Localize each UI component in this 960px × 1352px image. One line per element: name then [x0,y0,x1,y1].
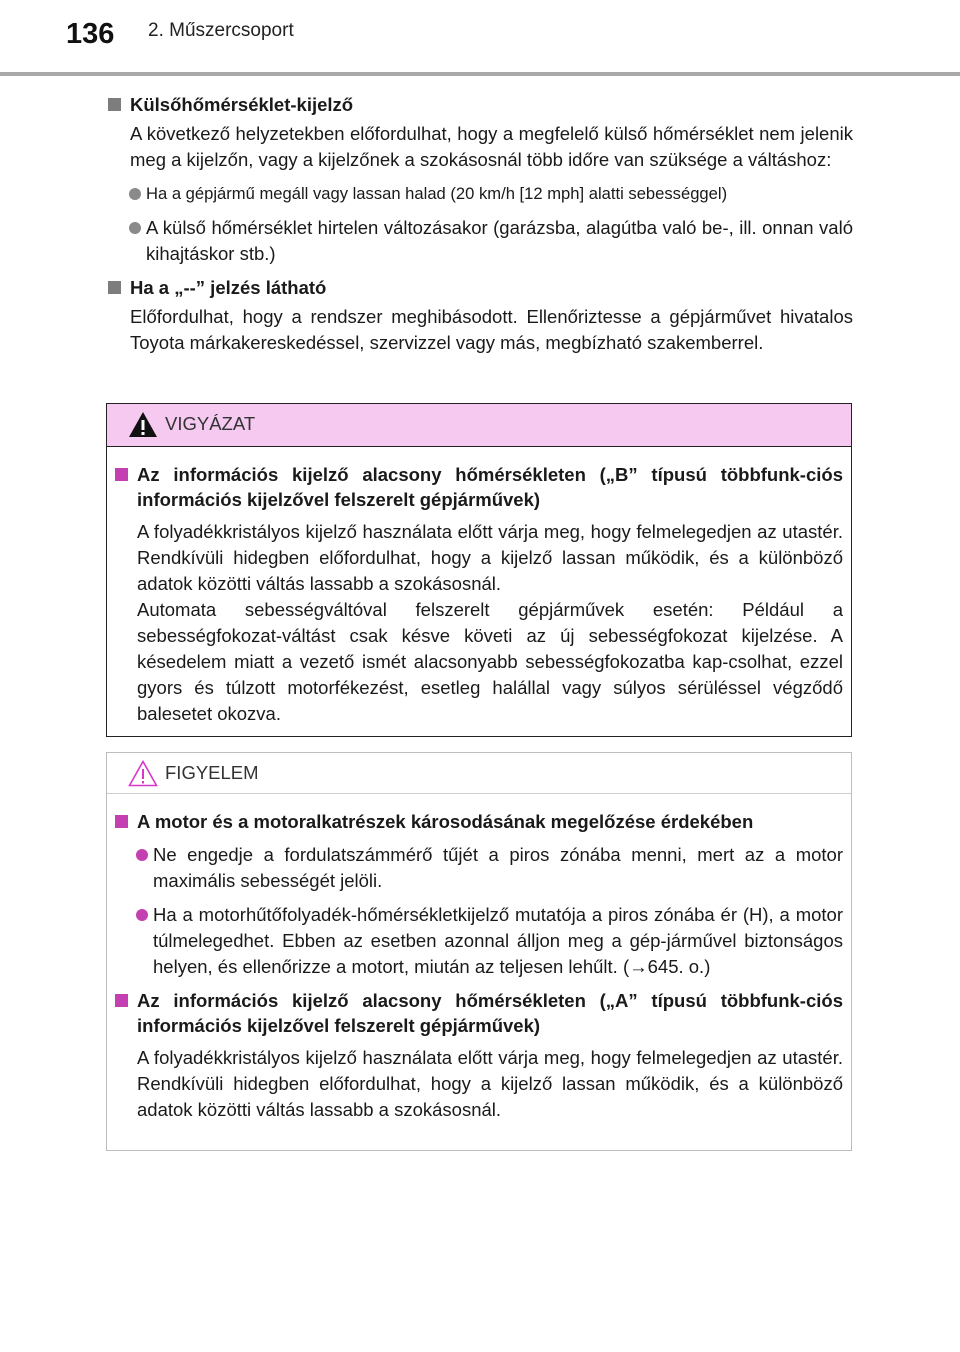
notice-box-body [115,809,843,1123]
page-header [0,0,960,80]
notice-paragraph: A folyadékkristályos kijelző használata előtt várja meg, hogy felmelegedjen az utastér. Rendkívüli hidegben előfordulhat, hogy a kijelző lassan működik, és a különböző adatok közötti váltás lassabb a szokásosnál. [137,1047,843,1120]
round-bullet-icon [129,188,141,200]
notice-box-title: FIGYELEM [165,762,259,783]
notice-heading [115,809,843,834]
square-bullet-icon [115,815,128,828]
list-item [108,181,853,207]
main-content [108,92,853,356]
warning-paragraph: Automata sebességváltóval felszerelt gépjárművek esetén: Például a sebességfokozat-váltást csak késve követi az új sebességfokozat kijelzése. A késedelem miatt a vezető ismét alacsonyabb sebességfokozatba kap-csolhat, ezzel gyors és túlzott motorfékezést, esetleg halállal vagy súlyos sérüléssel végződő balesetet okozva. [137,599,843,724]
section-intro: A következő helyzetekben előfordulhat, hogy a megfelelő külső hőmérséklet nem jelenik meg a kijelzőn, vagy a kijelzőnek a szokásosnál több időre van szüksége a váltáshoz: [130,123,853,170]
warning-box-title: VIGYÁZAT [165,413,256,434]
notice-box [106,752,852,1151]
section-text: Előfordulhat, hogy a rendszer meghibásodott. Ellenőriztesse a gépjárművet hivatalos Toyota márkakereskedéssel, szervizzel vagy más, megbízható szakemberrel. [130,306,853,353]
warning-paragraph: A folyadékkristályos kijelző használata előtt várja meg, hogy felmelegedjen az utastér. Rendkívüli hidegben előfordulhat, hogy a kijelző lassan működik, és a különböző adatok közötti váltás lassabb a szokásosnál. [137,521,843,594]
square-bullet-icon [115,994,128,1007]
list-item [115,842,843,894]
notice-heading-text: A motor és a motoralkatrészek károsodásának megelőzése érdekében [137,811,754,832]
warning-heading-text: Az információs kijelző alacsony hőmérsékleten („B” típusú többfunk-ciós információs kijelzővel felszerelt gépjárművek) [137,464,843,510]
section-heading-text: Ha a „--” jelzés látható [130,277,327,298]
warning-triangle-icon [128,411,158,438]
section-heading-text: Külsőhőmérséklet-kijelző [130,94,354,115]
chapter-title: 2. Műszercsoport [148,20,294,41]
square-bullet-icon [115,468,128,481]
square-bullet-icon [108,98,121,111]
list-item [108,215,853,267]
warning-heading [115,462,843,512]
list-item: Ha a motorhűtőfolyadék-hőmérsékletkijelző mutatója a piros zónába ér (H), a motor túlmelegedhet. Ebben az esetben azonnal álljon meg a gép-járművel biztonságos helyen, és ellenőrizze a motort, miután az teljesen lehűlt. (→645. o.) [115,902,843,980]
list-item-text: A külső hőmérséklet hirtelen változásakor (garázsba, alagútba való be-, ill. onnan való kihajtáskor stb.) [146,217,853,264]
round-bullet-icon [129,222,141,234]
round-bullet-icon [136,849,148,861]
list-item-text: Ha a motorhűtőfolyadék-hőmérsékletkijelző mutatója a piros zónába ér (H), a motor túlmelegedhet. Ebben az esetben azonnal álljon meg a gép-járművel biztonságos helyen, és ellenőrizze a motort, miután az teljesen lehűlt. [153,904,843,977]
header-divider [0,72,960,76]
round-bullet-icon [136,909,148,921]
notice-heading [115,988,843,1038]
warning-box [106,403,852,737]
notice-box-header [107,753,851,794]
reference-arrow-icon: → [629,956,648,977]
caution-triangle-icon [128,760,158,787]
page-number: 136 [66,18,115,50]
square-bullet-icon [108,281,121,294]
page-reference: 645. o. [647,956,705,977]
list-item-text: Ne engedje a fordulatszámmérő tűjét a piros zónába menni, mert az a motor maximális sebességét jelöli. [153,844,843,891]
notice-heading-text: Az információs kijelző alacsony hőmérsékleten („A” típusú többfunk-ciós információs kijelzővel felszerelt gépjárművek) [137,990,843,1036]
section-heading-dash-indicator [108,275,853,300]
warning-box-body [115,462,843,727]
section-heading-outside-temp [108,92,853,117]
warning-box-header [107,404,851,447]
list-item-text: Ha a gépjármű megáll vagy lassan halad (20 km/h [12 mph] alatti sebességgel) [146,184,728,203]
